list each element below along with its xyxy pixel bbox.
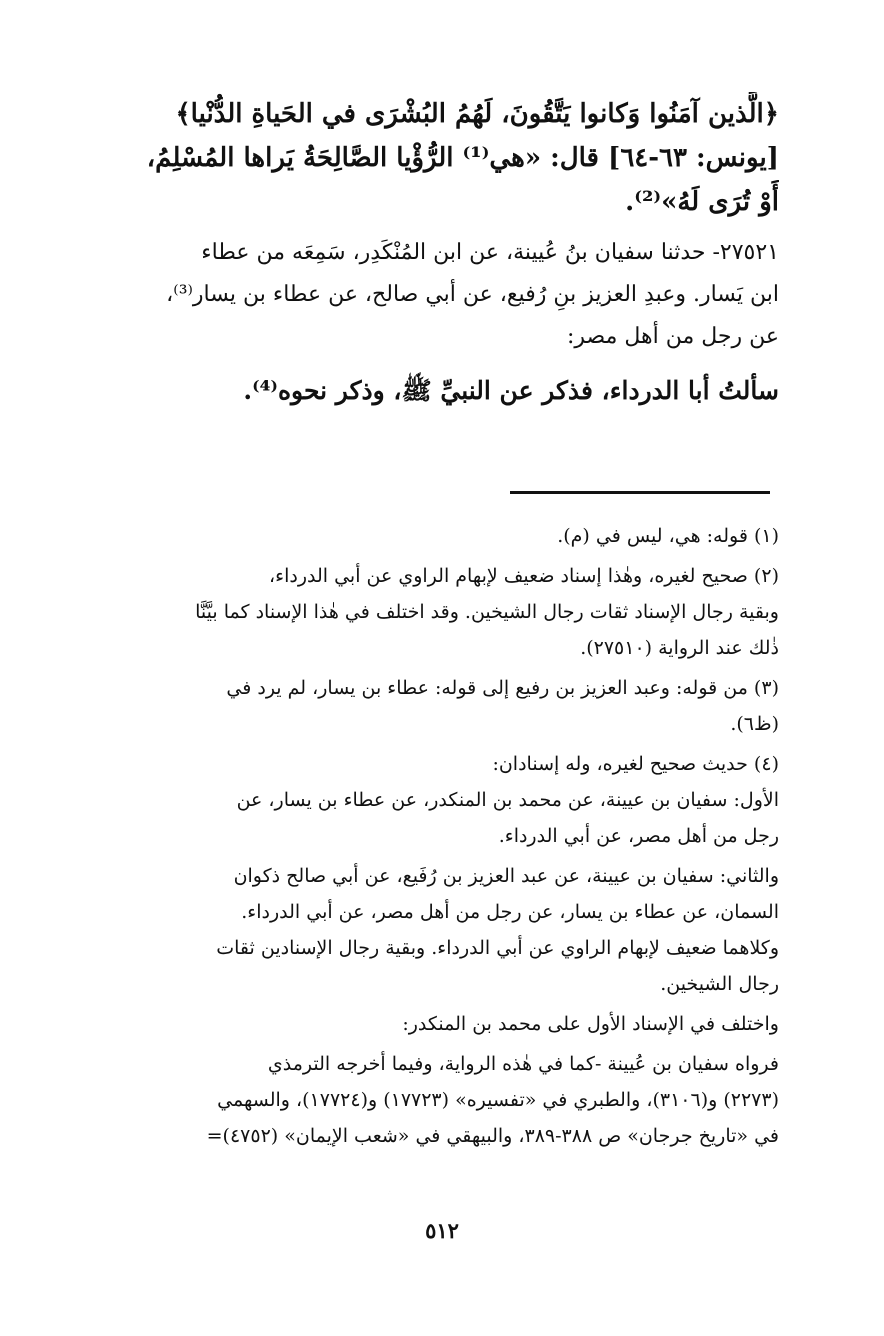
footnote-line: السمان، عن عطاء بن يسار، عن رجل من أهل مصر، عن أبي الدرداء. xyxy=(241,901,779,923)
footnote-line: واختلف في الإسناد الأول على محمد بن المنكدر: xyxy=(402,1013,779,1035)
footnote-line: (٤) حديث صحيح لغيره، وله إسنادان: xyxy=(492,753,779,775)
footnotes xyxy=(66,518,779,1154)
hadith-closing-line: سألتُ أبا الدرداء، فذكر عن النبيِّ ﷺ، وذكر نحوه⁽⁴⁾. xyxy=(243,376,779,405)
footnote-line: (ظ٦). xyxy=(730,713,779,735)
footnote-line: (٣) من قوله: وعبد العزيز بن رفيع إلى قوله: عطاء بن يسار، لم يرد في xyxy=(226,677,779,699)
page-number: ٥١٢ xyxy=(425,1218,459,1243)
footnote-4-narration xyxy=(66,1046,779,1154)
main-text xyxy=(66,92,779,416)
footnote-line: والثاني: سفيان بن عيينة، عن عبد العزيز بن رُفَيع، عن أبي صالح ذكوان xyxy=(233,865,779,887)
hadith-line: ابن يَسار. وعبدِ العزيز بنِ رُفيع، عن أبي صالح، عن عطاء بن يسار⁽³⁾، xyxy=(166,282,779,307)
footnote-line: وبقية رجال الإسناد ثقات رجال الشيخين. وقد اختلف في هٰذا الإسناد كما بيَّنَّا xyxy=(195,601,779,623)
quran-verse-block xyxy=(66,92,779,224)
footnote-1 xyxy=(66,518,779,554)
footnote-line: الأول: سفيان بن عيينة، عن محمد بن المنكدر، عن عطاء بن يسار، عن xyxy=(236,789,779,811)
footnote-line: (٢٢٧٣) و(٣١٠٦)، والطبري في «تفسيره» (١٧٧٢٣) و(١٧٧٢٤)، والسهمي xyxy=(217,1089,779,1111)
hadith-line: عن رجل من أهل مصر: xyxy=(566,324,779,349)
footnote-line: (٢) صحيح لغيره، وهٰذا إسناد ضعيف لإبهام الراوي عن أبي الدرداء، xyxy=(269,565,779,587)
quran-line: أَوْ تُرَى لَهُ»⁽²⁾. xyxy=(625,187,779,217)
footnote-line: في «تاريخ جرجان» ص ٣٨٨-٣٨٩، والبيهقي في «شعب الإيمان» (٤٧٥٢)= xyxy=(206,1125,779,1147)
footnote-line: (١) قوله: هي، ليس في (م). xyxy=(557,525,779,547)
footnote-2 xyxy=(66,558,779,666)
footnote-4 xyxy=(66,746,779,854)
footnote-3 xyxy=(66,670,779,742)
hadith-line: ٢٧٥٢١- حدثنا سفيان بنُ عُيينة، عن ابن المُنْكَدِر، سَمِعَه من عطاء xyxy=(201,240,779,265)
footnote-line: فرواه سفيان بن عُيينة -كما في هٰذه الرواية، وفيما أخرجه الترمذي xyxy=(267,1053,779,1075)
footnote-4-disagreement xyxy=(66,1006,779,1042)
footnote-line: رجال الشيخين. xyxy=(660,973,779,995)
footnote-divider xyxy=(510,491,770,494)
footnote-line: ذٰلك عند الرواية (٢٧٥١٠). xyxy=(580,637,779,659)
quran-line: ﴿الَّذين آمَنُوا وَكانوا يَتَّقُونَ، لَهُمُ البُشْرَى في الحَياةِ الدُّنْيا﴾ xyxy=(175,99,779,129)
footnote-line: رجل من أهل مصر، عن أبي الدرداء. xyxy=(498,825,779,847)
quran-line: [يونس: ٦٣-٦٤] قال: «هي⁽¹⁾ الرُّؤْيا الصَّالِحَةُ يَراها المُسْلِمُ، xyxy=(146,143,779,173)
footnote-4-second-chain xyxy=(66,858,779,1002)
hadith-block xyxy=(66,232,779,358)
footnote-line: وكلاهما ضعيف لإبهام الراوي عن أبي الدرداء. وبقية رجال الإسنادين ثقات xyxy=(216,937,779,959)
